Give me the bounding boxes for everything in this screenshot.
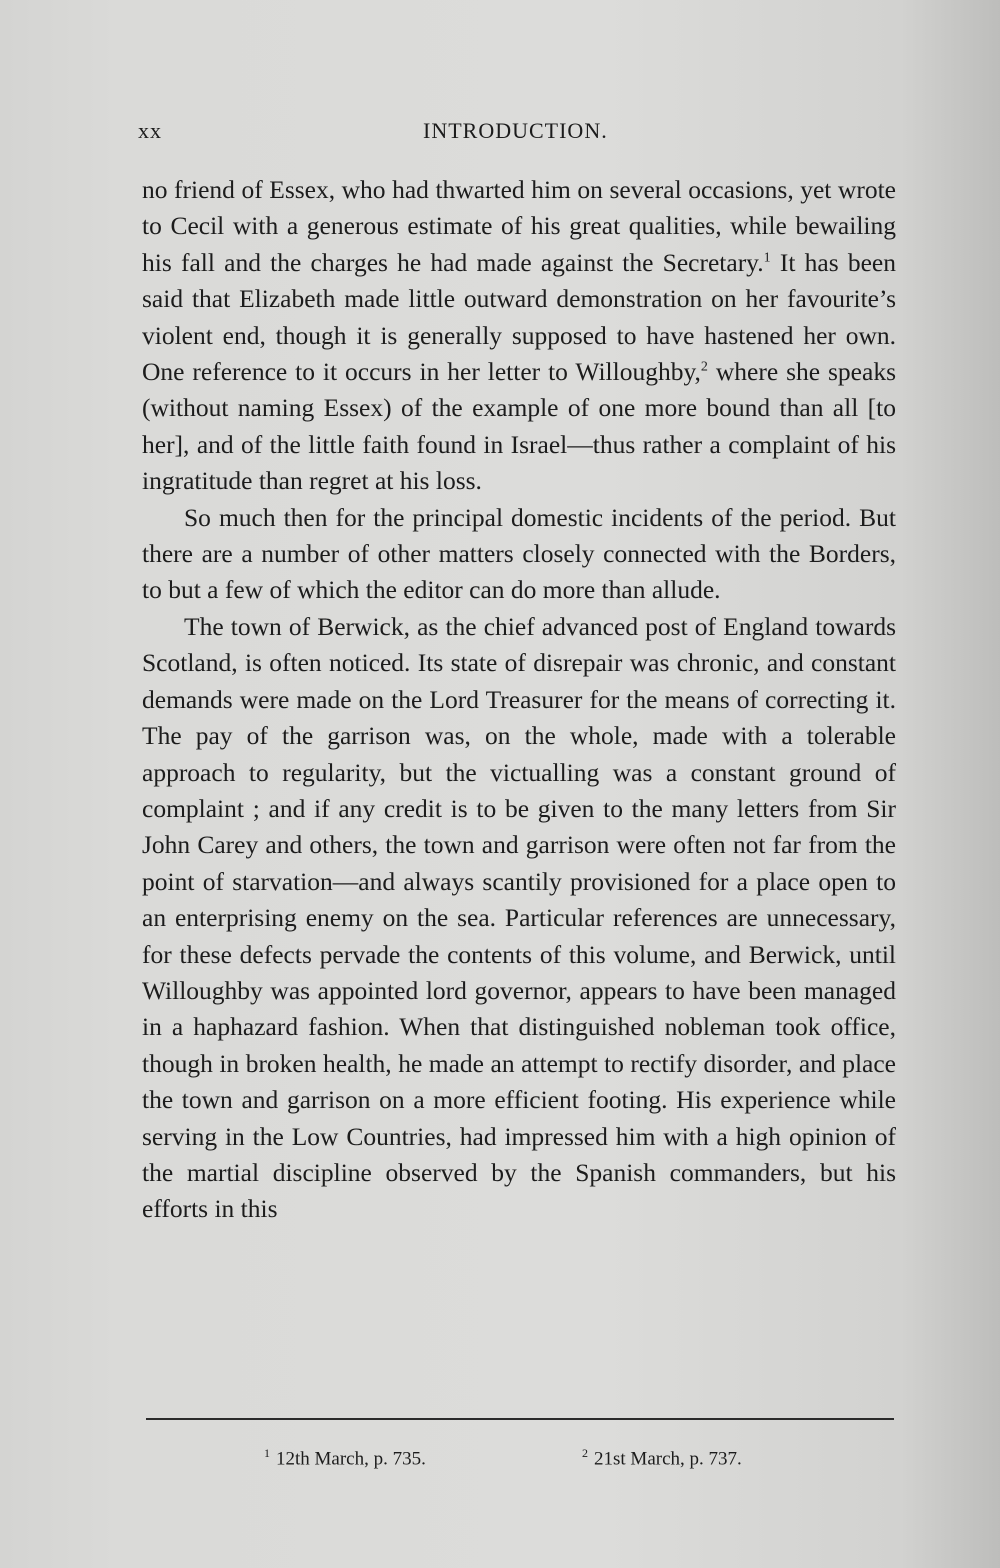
footnote-ref-1: 1: [763, 250, 771, 266]
page-number: xx: [138, 118, 162, 143]
footnote-2-mark: 2: [582, 1446, 588, 1460]
footnote-divider: [146, 1418, 894, 1420]
paragraph-1: [142, 172, 896, 500]
footnote-ref-2: 2: [700, 359, 708, 375]
footnotes: [146, 1446, 894, 1486]
paragraph-1-text-a: no friend of Essex, who had thwarted him on several occasions, yet wrote to Cecil with a generous estimate of his great qualities, while bewailing his fall and the charges he had made against the Secretary.: [142, 175, 896, 277]
page-header: [138, 118, 898, 154]
footnote-2-text: 21st March, p. 737.: [594, 1448, 742, 1470]
footnote-1: [264, 1446, 426, 1470]
paragraph-3: The town of Berwick, as the chief advanced post of England towards Scotland, is often noticed. Its state of disrepair was chronic, and constant demands were made on the Lord Treasurer for the means of correcting it. The pay of the garrison was, on the whole, made with a tolerable approach to regularity, but the victualling was a constant ground of complaint ; and if any credit is to be given to the many letters from Sir John Carey and others, the town and garrison were often not far from the point of starvation—and always scantily provisioned for a place open to an enterprising enemy on the sea. Particular references are unnecessary, for these defects pervade the contents of this volume, and Berwick, until Willoughby was appointed lord governor, appears to have been managed in a haphazard fashion. When that distinguished nobleman took office, though in broken health, he made an attempt to rectify disorder, and place the town and garrison on a more efficient footing. His experience while serving in the Low Countries, had impressed him with a high opinion of the martial discipline observed by the Spanish commanders, but his efforts in this: [142, 611, 896, 1224]
paragraph-1-text-b: It has been said that Elizabeth made little outward demonstration on her favourite’s violent end, though it is generally supposed to have hastened her own. One reference to it occurs in her letter to Willoughby,: [142, 247, 896, 387]
footnote-1-mark: 1: [264, 1446, 270, 1460]
footnote-2: [582, 1446, 742, 1470]
paragraph-2: So much then for the principal domestic incidents of the period. But there are a number of other matters closely connected with the Borders, to but a few of which the editor can do more than allude.: [142, 502, 896, 605]
paragraph-1-text-c: where she speaks (without naming Essex) of the example of one more bound than all [to her], and of the little faith found in Israel—thus rather a complaint of his ingratitude than regret at his loss.: [142, 357, 896, 496]
running-head: INTRODUCTION.: [423, 118, 608, 143]
footnote-1-text: 12th March, p. 735.: [276, 1448, 426, 1470]
body-text: [142, 172, 896, 1228]
